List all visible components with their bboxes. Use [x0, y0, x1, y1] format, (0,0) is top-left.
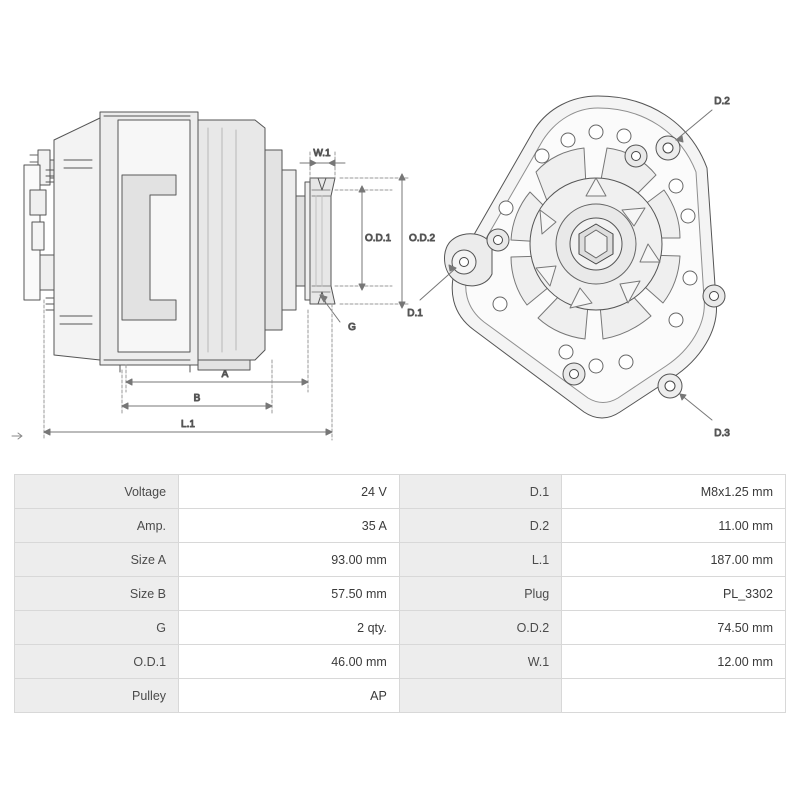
- dim-w1-label: W.1: [313, 148, 331, 159]
- table-row: [15, 611, 786, 645]
- spec-label: G: [15, 611, 179, 645]
- dim-b-label: B: [193, 393, 201, 404]
- specifications-table: [14, 474, 786, 713]
- spec-value-2: 12.00 mm: [562, 645, 786, 679]
- spec-value-2-empty: [562, 679, 786, 713]
- spec-label: Size B: [15, 577, 179, 611]
- spec-label: Voltage: [15, 475, 179, 509]
- table-row: [15, 577, 786, 611]
- leader-d3-label: D.3: [714, 428, 730, 439]
- leader-g-label: G: [348, 322, 356, 333]
- spec-label-2-empty: [399, 679, 561, 713]
- dim-od2-label: O.D.2: [408, 233, 436, 244]
- spec-label: O.D.1: [15, 645, 179, 679]
- spec-label-2: W.1: [399, 645, 561, 679]
- spec-value: 93.00 mm: [179, 543, 400, 577]
- spec-value: AP: [179, 679, 400, 713]
- spec-value-2: 187.00 mm: [562, 543, 786, 577]
- spec-label-2: Plug: [399, 577, 561, 611]
- table-row: [15, 679, 786, 713]
- spec-label-2: L.1: [399, 543, 561, 577]
- spec-value: 46.00 mm: [179, 645, 400, 679]
- spec-value-2: 74.50 mm: [562, 611, 786, 645]
- spec-value: 35 A: [179, 509, 400, 543]
- table-row: [15, 475, 786, 509]
- dim-a-label: A: [221, 369, 229, 380]
- front-view: [407, 96, 730, 439]
- spec-value-2: PL_3302: [562, 577, 786, 611]
- leader-d2-label: D.2: [714, 96, 730, 107]
- spec-value: 57.50 mm: [179, 577, 400, 611]
- leader-d1-label: D.1: [407, 308, 423, 319]
- spec-value: 24 V: [179, 475, 400, 509]
- spec-value-2: M8x1.25 mm: [562, 475, 786, 509]
- spec-label-2: O.D.2: [399, 611, 561, 645]
- table-row: [15, 509, 786, 543]
- spec-label: Size A: [15, 543, 179, 577]
- spec-value: 2 qty.: [179, 611, 400, 645]
- dim-l1-label: L.1: [181, 419, 195, 430]
- spec-label-2: D.2: [399, 509, 561, 543]
- spec-label-2: D.1: [399, 475, 561, 509]
- spec-value-2: 11.00 mm: [562, 509, 786, 543]
- table-row: [15, 645, 786, 679]
- dim-od1-label: O.D.1: [364, 233, 392, 244]
- side-view: [12, 112, 435, 440]
- spec-label: Pulley: [15, 679, 179, 713]
- spec-label: Amp.: [15, 509, 179, 543]
- table-row: [15, 543, 786, 577]
